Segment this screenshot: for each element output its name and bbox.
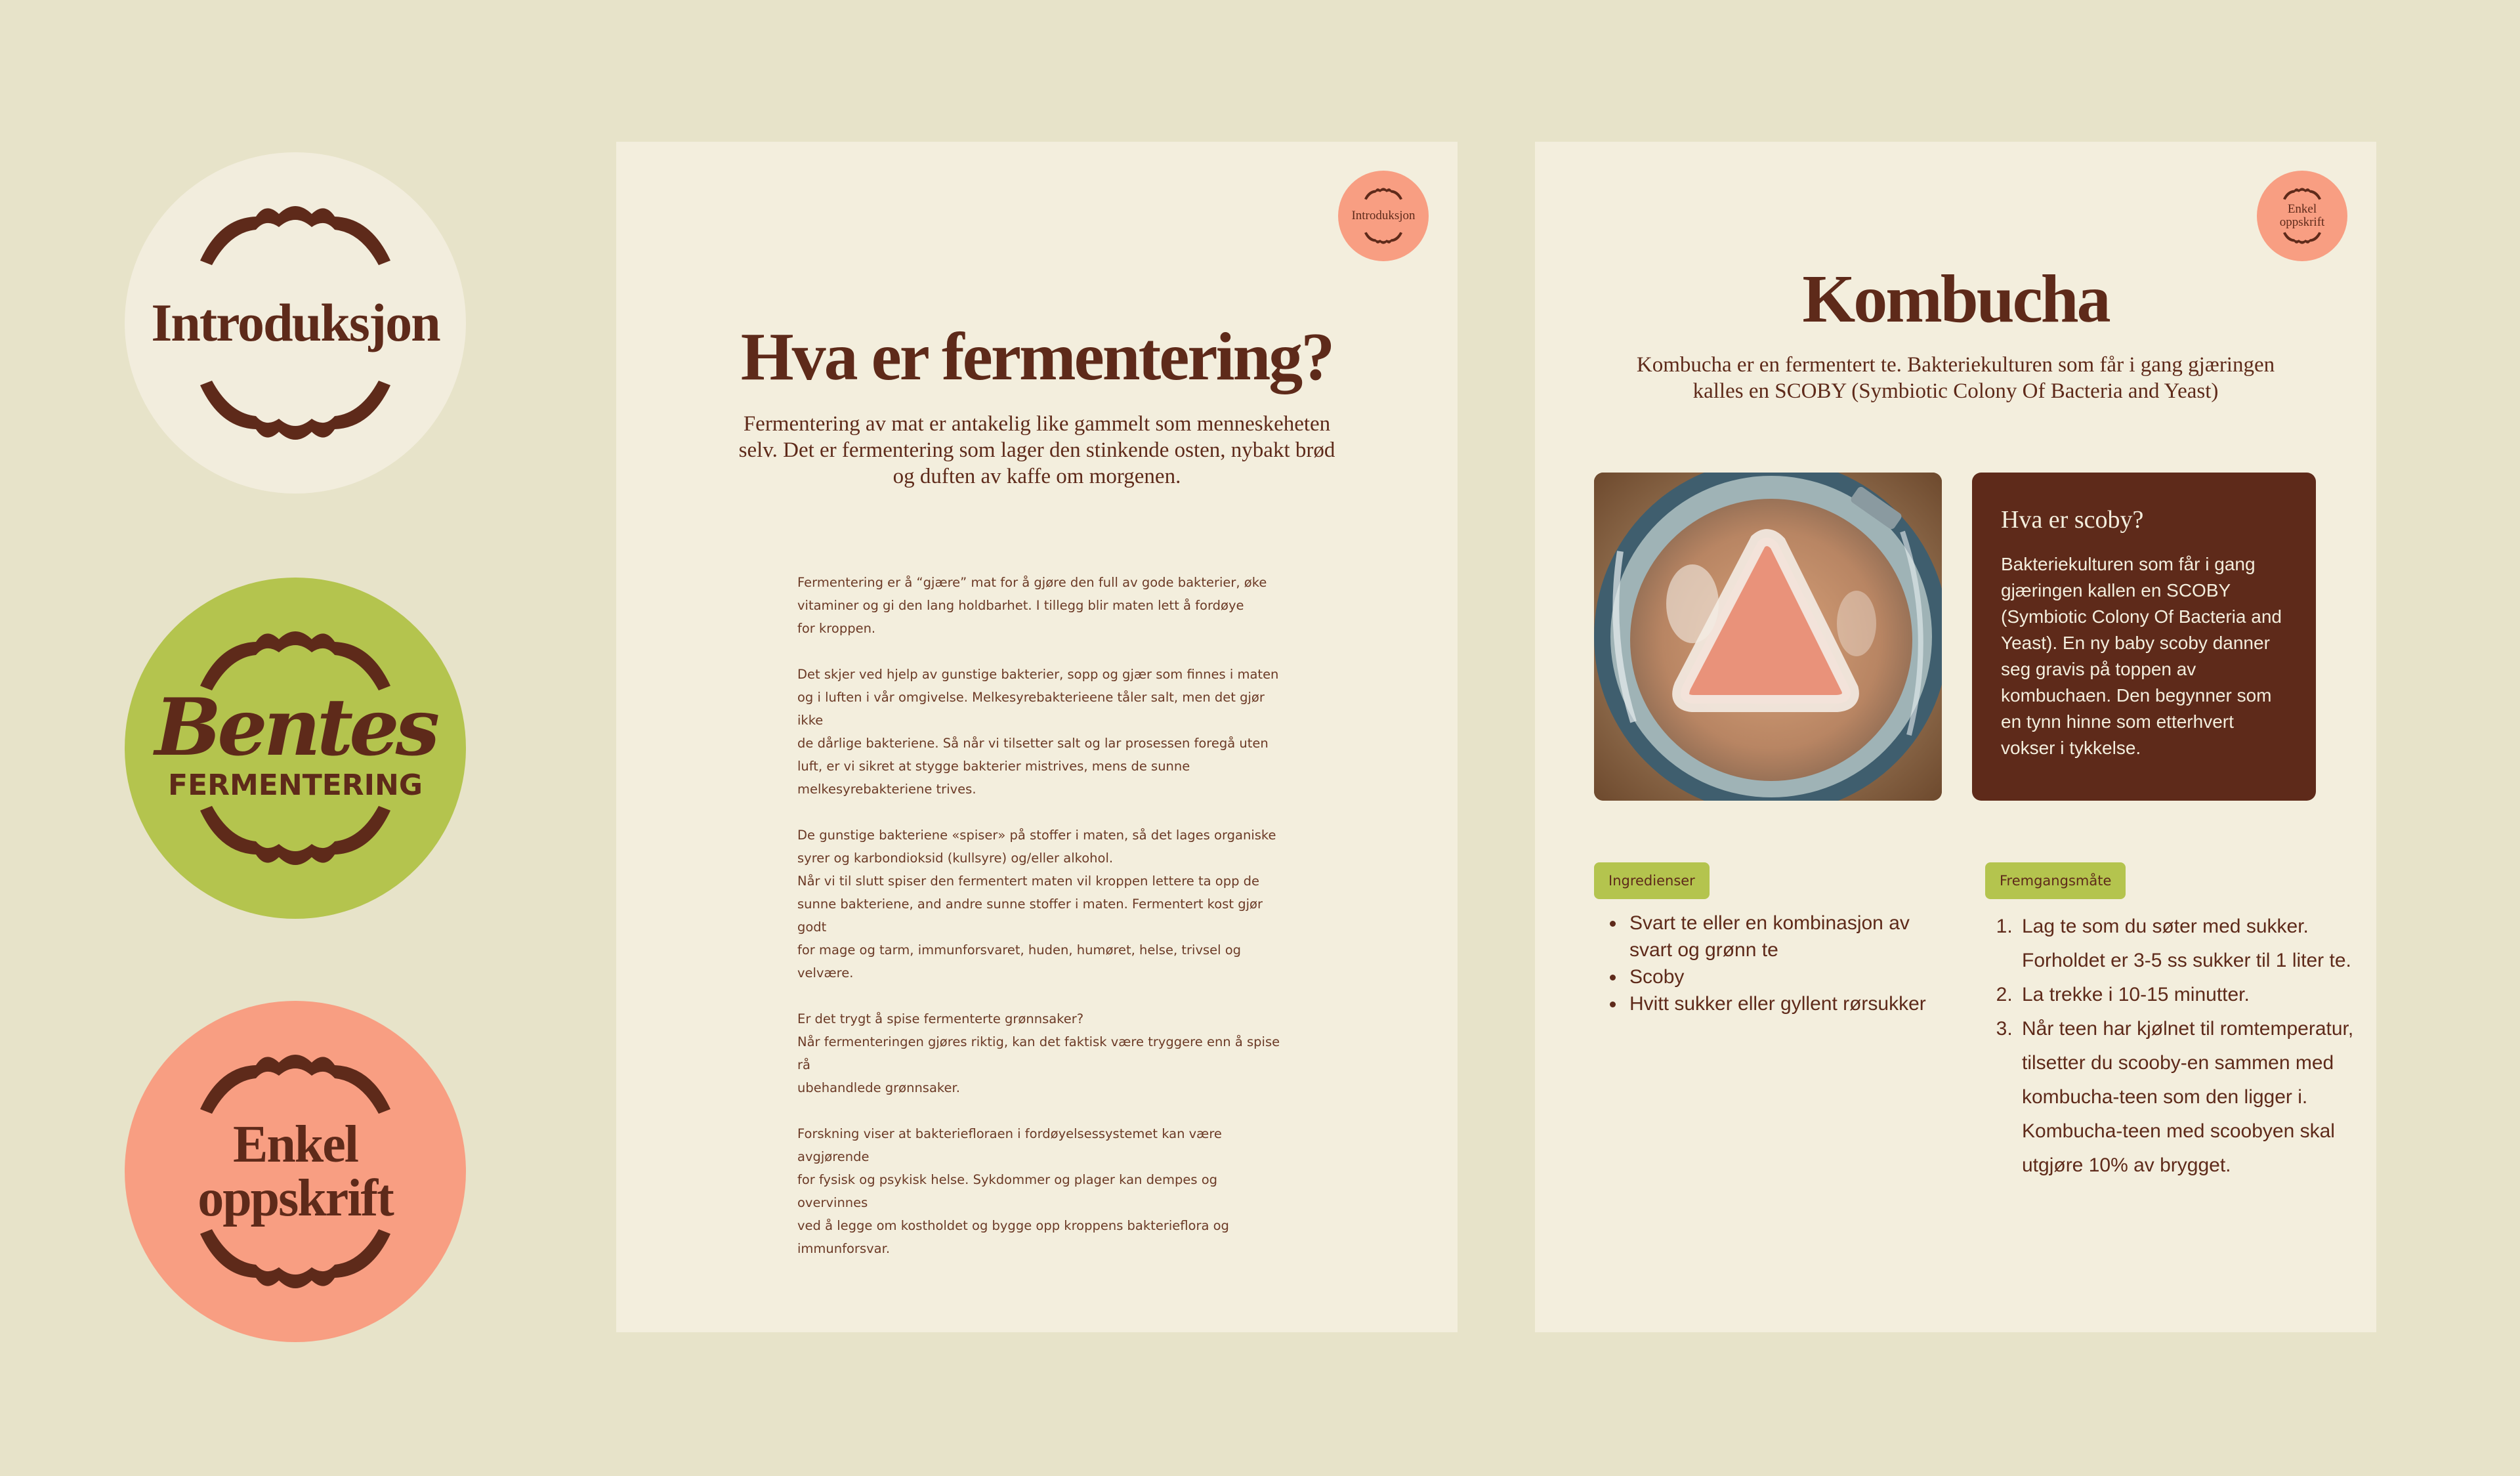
brand-name: Bentes bbox=[154, 681, 436, 774]
intro-page bbox=[616, 142, 1458, 1332]
page-lead: Fermentering av mat er antakelig like gammelt som menneskeheten selv. Det er fermentering som lager den stinkende osten, nybakt brød og duften av kaffe om morgenen. bbox=[738, 412, 1335, 488]
badge-enkel-title bbox=[198, 1118, 393, 1225]
wavy-arc-top-icon bbox=[194, 198, 397, 270]
recipe-page bbox=[1535, 142, 2376, 1332]
wavy-arc-bottom-icon bbox=[2280, 231, 2324, 245]
paragraph: De gunstige bakteriene «spiser» på stoffer i maten, så det lages organiske syrer og karbondioksid (kullsyre) og/eller alkohol. Når vi til slutt spiser den fermentert maten vil kroppen lettere ta opp de sunne bakteriene, and andre sunne stoffer i maten. Fermentert kost gjør godt for mage og tarm, immunforsvaret, huden, humøret, helse, trivsel og velvære. bbox=[797, 828, 1276, 980]
corner-badge-line1: Enkel bbox=[2287, 202, 2317, 216]
page-title: Hva er fermentering? bbox=[740, 319, 1334, 394]
kombucha-jar-photo bbox=[1594, 473, 1942, 801]
wavy-arc-bottom-icon bbox=[194, 801, 397, 873]
corner-badge-introduksjon bbox=[1338, 171, 1429, 261]
badge-enkel-line1: Enkel bbox=[232, 1116, 358, 1173]
brand-subtitle: FERMENTERING bbox=[168, 768, 423, 802]
list-item: • Scoby bbox=[1626, 963, 1934, 990]
scoby-box-title: Hva er scoby? bbox=[2001, 506, 2144, 534]
wavy-arc-bottom-icon bbox=[1362, 231, 1405, 245]
wavy-arc-bottom-icon bbox=[194, 375, 397, 448]
badge-intro-title: Introduksjon bbox=[151, 293, 440, 352]
list-item: 3. Når teen har kjølnet til romtemperatur, tilsetter du scooby-en sammen med kombucha-teen som den ligger i. Kombucha-teen med scoobyen skal utgjøre 10% av brygget. bbox=[2018, 1012, 2359, 1183]
list-item: 2. La trekke i 10-15 minutter. bbox=[2018, 978, 2359, 1012]
brand-logo-badge bbox=[125, 578, 466, 919]
ingredients-list bbox=[1594, 910, 1934, 1017]
paragraph: Forskning viser at bakteriefloraen i fordøyelsessystemet kan være avgjørende for fysisk og psykisk helse. Sykdommer og plager kan dempes og overvinnes ved å legge om kostholdet og bygge opp kroppens bakterieflora og immunforsvar. bbox=[797, 1126, 1229, 1256]
body-text bbox=[797, 571, 1283, 1283]
list-item: • Svart te eller en kombinasjon av svart og grønn te bbox=[1626, 910, 1934, 963]
steps-list bbox=[1985, 910, 2359, 1183]
list-item: 1. Lag te som du søter med sukker. Forholdet er 3-5 ss sukker til 1 liter te. bbox=[2018, 910, 2359, 978]
corner-badge-enkel-oppskrift bbox=[2257, 171, 2347, 261]
badge-enkel-line2: oppskrift bbox=[198, 1170, 393, 1227]
scoby-box-text: Bakteriekulturen som får i gang gjæringen kallen en SCOBY (Symbiotic Colony Of Bacteria and Yeast). En ny baby scoby danner seg gravis på toppen av kombuchaen. Den begynner som en tynn hinne som etterhvert vokser i tykkelse. bbox=[2001, 554, 2282, 758]
wavy-arc-bottom-icon bbox=[194, 1224, 397, 1296]
list-item: • Hvitt sukker eller gyllent rørsukker bbox=[1626, 990, 1934, 1017]
corner-badge-label: Introduksjon bbox=[1351, 209, 1416, 222]
page-title: Kombucha bbox=[1802, 261, 2109, 337]
badge-introduksjon bbox=[125, 152, 466, 494]
wavy-arc-top-icon bbox=[2280, 186, 2324, 201]
ingredients-tag: Ingredienser bbox=[1594, 862, 1710, 899]
scoby-info-box bbox=[1972, 473, 2316, 801]
badge-enkel-oppskrift bbox=[125, 1001, 466, 1342]
page-lead: Kombucha er en fermentert te. Bakteriekulturen som får i gang gjæringen kalles en SCOBY (Symbiotic Colony Of Bacteria and Yeast) bbox=[1636, 353, 2275, 403]
wavy-arc-top-icon bbox=[1362, 186, 1405, 201]
paragraph: Det skjer ved hjelp av gunstige bakterier, sopp og gjær som finnes i maten og i luften i vår omgivelse. Melkesyrebakterieene tåler salt, men det gjør ikke de dårlige bakteriene. Så når vi tilsetter salt og lar prosessen foregå uten luft, er vi sikret at stygge bakterier mistrives, mens de sunne melkesyrebakteriene trives. bbox=[797, 667, 1279, 797]
paragraph: Er det trygt å spise fermenterte grønnsaker? Når fermenteringen gjøres riktig, kan det faktisk være tryggere enn å spise rå ubehandlede grønnsaker. bbox=[797, 1011, 1280, 1095]
corner-badge-label bbox=[2280, 203, 2325, 229]
wavy-arc-top-icon bbox=[194, 1047, 397, 1119]
wavy-arc-top-icon bbox=[194, 623, 397, 696]
paragraph: Fermentering er å “gjære” mat for å gjøre den full av gode bakterier, øke vitaminer og gi den lang holdbarhet. I tillegg blir maten lett å fordøye for kroppen. bbox=[797, 575, 1267, 636]
kombucha-jar-image bbox=[1594, 473, 1942, 801]
steps-tag: Fremgangsmåte bbox=[1985, 862, 2126, 899]
corner-badge-line2: oppskrift bbox=[2279, 215, 2325, 229]
